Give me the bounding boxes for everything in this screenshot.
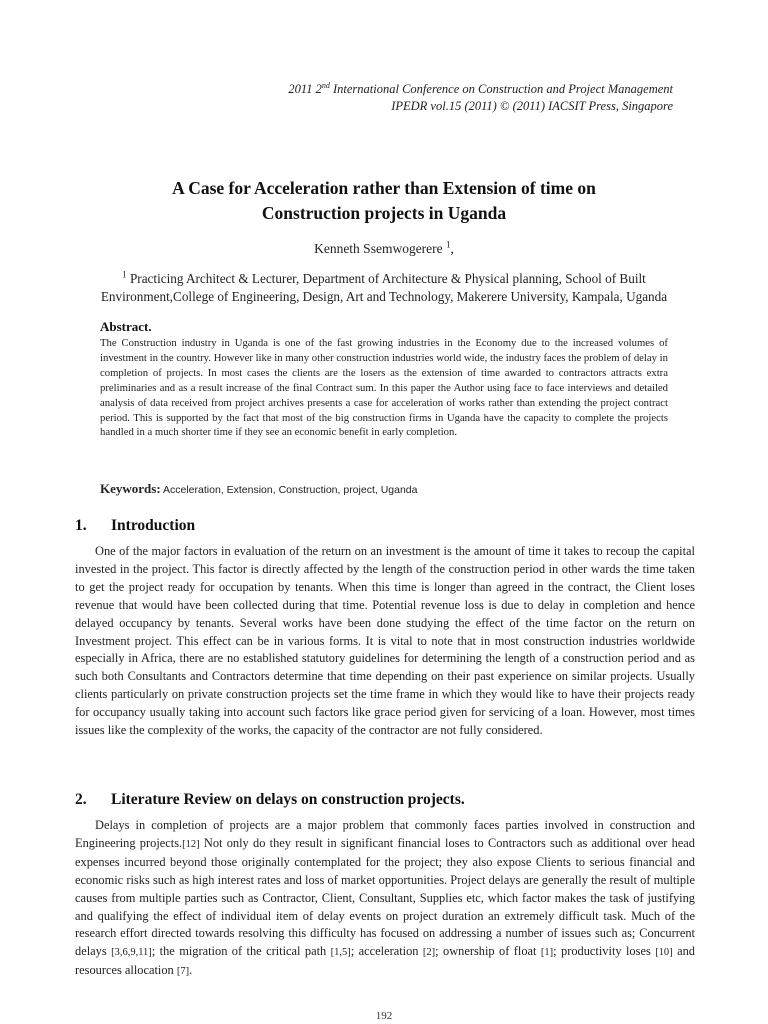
section-2-text-7: and resources allocation	[75, 944, 695, 978]
paper-title	[60, 176, 708, 226]
conference-name: International Conference on Construction and Project Management	[329, 82, 673, 96]
author	[0, 241, 768, 257]
citation: [1]	[540, 947, 554, 959]
section-2-heading	[75, 791, 465, 809]
section-2-text-1: Delays in completion of projects are a major problem that commonly faces parties involved in construction and Engineering projects.	[75, 818, 695, 850]
keywords-label: Keywords:	[100, 481, 161, 496]
citation: [12]	[182, 838, 200, 850]
ordinal-suffix: nd	[321, 80, 330, 90]
section-2-text-6: ; productivity loses	[553, 944, 656, 959]
keywords-value: Acceleration, Extension, Construction, project, Uganda	[160, 484, 418, 496]
section-1-paragraph: One of the major factors in evaluation of the return on an investment is the amount of time it takes to recoup the capital invested in the project. This factor is directly affected by the length of the construction period in other wards the time taken to get the project ready for occupation by tenants. When this time is longer than agreed in the contract, the Client loses revenue that would have been collected during that time. Potential revenue loss is due to delay in completion and hence delayed occupancy by tenants. Several works have been done studying the effect of the time factor on the return on Investment project. This effect can be in various forms. It is vital to note that in most construction industries worldwide especially in Africa, there are no established statutory guidelines for determining the length of a construction period and as such both Consultants and Contractors determine that time depending on their past experience on similar projects. Usually clients particularly on private construction projects set the time frame in which they would like to have their projects ready for occupancy usually taking into account such factors like grace period given for servicing of a loan. However, most times issues like the complexity of the works, the capacity of the contractor are not fully considered.	[75, 544, 695, 738]
citation: [1,5]	[330, 947, 351, 959]
section-1-number: 1.	[75, 517, 87, 534]
affiliation-text-1: Practicing Architect & Lecturer, Department of Architecture & Physical planning, School of Built	[126, 271, 646, 286]
section-2-body	[75, 817, 695, 981]
author-affiliation-mark: 1	[446, 239, 451, 250]
section-2-number: 2.	[75, 791, 87, 808]
section-1-title: Introduction	[111, 517, 196, 534]
affiliation-line-1	[60, 270, 708, 288]
citation: [3,6,9,11]	[111, 947, 152, 959]
abstract-text: The Construction industry in Uganda is one of the fast growing industries in the Economy due to the increased volumes of investment in the country. However like in many other construction industries world wide, the industry faces the problem of delay in completion of projects. In most cases the clients are the losers as the extension of time awarded to contractors attracts extra preliminaries and as a result increase of the final Contract sum. In this paper the Author using face to face interviews and detailed analysis of data received from project archives presents a case for acceleration of works rather than extending the project contract period. This is supported by the fact that most of the big construction firms in Uganda have the capacity to complete the projects handled in a much shorter time if they see an economic benefit in early completion.	[100, 337, 668, 439]
keywords	[100, 481, 417, 497]
title-line-2: Construction projects in Uganda	[261, 203, 507, 223]
citation: [7]	[176, 966, 190, 978]
citation: [2]	[422, 947, 436, 959]
section-2-text-4: ; acceleration	[350, 944, 423, 959]
section-2-text-8: .	[189, 963, 193, 978]
section-1-heading	[75, 517, 195, 535]
section-2-text-5: ; ownership of float	[435, 944, 541, 959]
affiliation-mark: 1	[122, 269, 127, 280]
conference-line	[288, 81, 673, 98]
abstract-heading: Abstract.	[100, 319, 152, 334]
author-name: Kenneth Ssemwogerere	[314, 241, 447, 256]
author-trail: ,	[450, 241, 454, 256]
conference-header	[288, 81, 673, 115]
section-2-text-2: Not only do they result in significant financial loses to Contractors such as additional over head expenses incurred beyond those originally contemplated for the project; they also expose Clients to serious financial and economic risks such as high interest rates and loss of market opportunities. Project delays are generally the result of multiple causes from multiple parties such as Contractor, Client, Consultant, Supplies etc, which factor makes the task of justifying and qualifying the effect of individual item of delay events on project duration an extremely difficult task. Much of the research effort directed towards resolving this difficulty has focused on addressing a number of issues such as; Concurrent delays	[75, 835, 695, 959]
title-line-1: A Case for Acceleration rather than Extension of time on	[172, 178, 596, 198]
citation: [10]	[655, 947, 673, 959]
page-number: 192	[375, 1010, 393, 1022]
affiliation-line-2: Environment,College of Engineering, Design, Art and Technology, Makerere University, Kampala, Uganda	[100, 289, 668, 304]
conference-year: 2011 2	[288, 82, 322, 96]
section-2-text-3: ; the migration of the critical path	[151, 944, 331, 959]
section-1-body	[75, 543, 695, 740]
affiliation	[60, 270, 708, 306]
section-2-title: Literature Review on delays on construction projects.	[111, 791, 465, 808]
publication-line: IPEDR vol.15 (2011) © (2011) IACSIT Press, Singapore	[391, 99, 673, 113]
section-2-paragraph	[75, 817, 695, 981]
